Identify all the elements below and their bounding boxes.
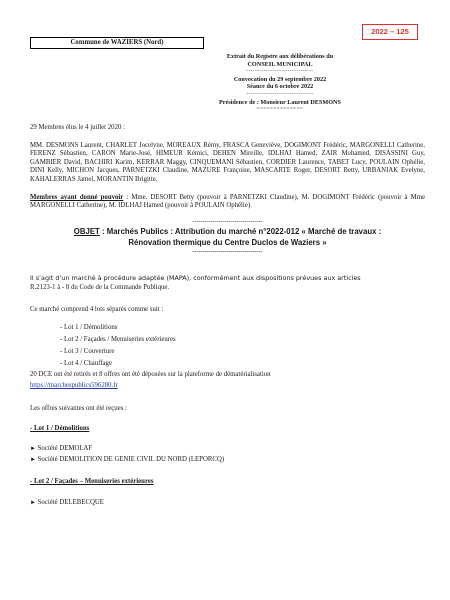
members-elected: 29 Membres élus le 4 juillet 2020 : [30,124,125,131]
pouvoir-text: : Mme. DESORT Betty (pouvoir à PARNETZKI Claudine), M. DOGIMONT Frédéric (pouvoir à Mme MARGONELLI Catherine), M. IDLHAJ Hamed (pouvoir à POULAIN Ophélie). [30,194,425,210]
intro-line-1: Il s’agit d’un marché à procédure adaptée (MAPA), conformément aux dispositions prévues aux articles [30,274,361,282]
seance-date: Séance du 6 octobre 2022 [246,83,314,91]
company-name: Société DELEBECQUE [37,499,104,506]
separator: ============== [256,107,304,113]
commune-box: Commune de WAZIERS (Nord) [30,37,204,49]
bullet-triangle-icon: ► [30,500,36,506]
reference-badge: 2022 – 125 [362,24,418,40]
company-name: Société DEMOLITION DE GENIE CIVIL DU NORD (LEPORCQ) [37,456,225,463]
pouvoir-label: Membres ayant donné pouvoir [30,194,124,201]
company-name: Société DEMOLAF [37,445,93,452]
lot-item: - Lot 3 / Couverture [60,348,115,355]
objet-line-1: : Marchés Publics : Attribution du marché n°2022-012 « Marché de travaux : [99,227,382,236]
extract-line-1: Extrait du Registre aux délibérations du [226,53,334,60]
members-pouvoir [30,194,425,211]
lots-intro: Ce marché comprend 4 lots séparés comme suit : [30,306,164,313]
lot1-heading: - Lot 1 / Démolitions [30,425,90,432]
dce-text: 20 DCE ont été retirés et 8 offres ont été déposées sur la plateforme de dématérialisation [30,371,271,378]
platform-link[interactable]: https://marchespublics596280.fr [30,382,118,389]
objet-line-2: Rénovation thermique du Centre Duclos de Waziers » [128,238,327,247]
lot2-heading: - Lot 2 / Façades – Menuiseries extérieures [30,478,154,485]
bullet-triangle-icon: ► [30,457,36,463]
lot-item: - Lot 1 / Démolitions [60,324,118,331]
list-item [30,499,104,507]
list-item [30,456,224,464]
list-item [30,445,92,453]
members-list: MM. DESMONS Laurent, CHARLET Jocelyne, MOREAUX Rémy, FRASCA Geneviève, DOGIMONT Frédéric, MARGONELLI Catherine, FERENZ Sébastien, CARON Marie-José, HIMEUR Kémici, DEHEN Mireille, IDLHAJ Hamed, ZAIR Mohamed, DISASSINI Guy, GAMBIER David, BACHIRI Karim, KERRAR Maggy, CINQUEMANI Sébastien, CORDIER Laurence, TABET Lucy, POULAIN Ophélie, DINI Kelly, MICHON Jacques, PARNETZKI Claudine, MAZURE Françoise, MASCARTE Roger, DESORT Betty, URBANIAK Evelyne, KAHALERRAS Jamel, MORANTIN Brigitte. [30,142,425,183]
extract-line-2: CONSEIL MUNICIPAL [247,60,313,68]
convocation-date: Convocation du 29 septembre 2022 [233,75,327,83]
bullet-triangle-icon: ► [30,446,36,452]
separator: ----------------------------------- [192,219,263,225]
intro-line-2: R.2123-1 à - 8 du Code de la Commande Publique. [30,284,170,291]
lot-item: - Lot 2 / Façades / Menuiseries extérieures [60,336,176,343]
separator: ------------------------------- [246,91,314,97]
objet-title [30,227,425,237]
presidence: Présidence de : Monsieur Laurent DESMONS [219,98,341,106]
separator: ------------------------------- [246,69,314,75]
separator: ----------------------------------- [192,249,263,255]
offers-intro: Les offres suivantes ont été reçues : [30,405,127,412]
objet-label: OBJET [73,227,100,236]
register-header [210,53,350,114]
lot-item: - Lot 4 / Chauffage [60,360,112,367]
